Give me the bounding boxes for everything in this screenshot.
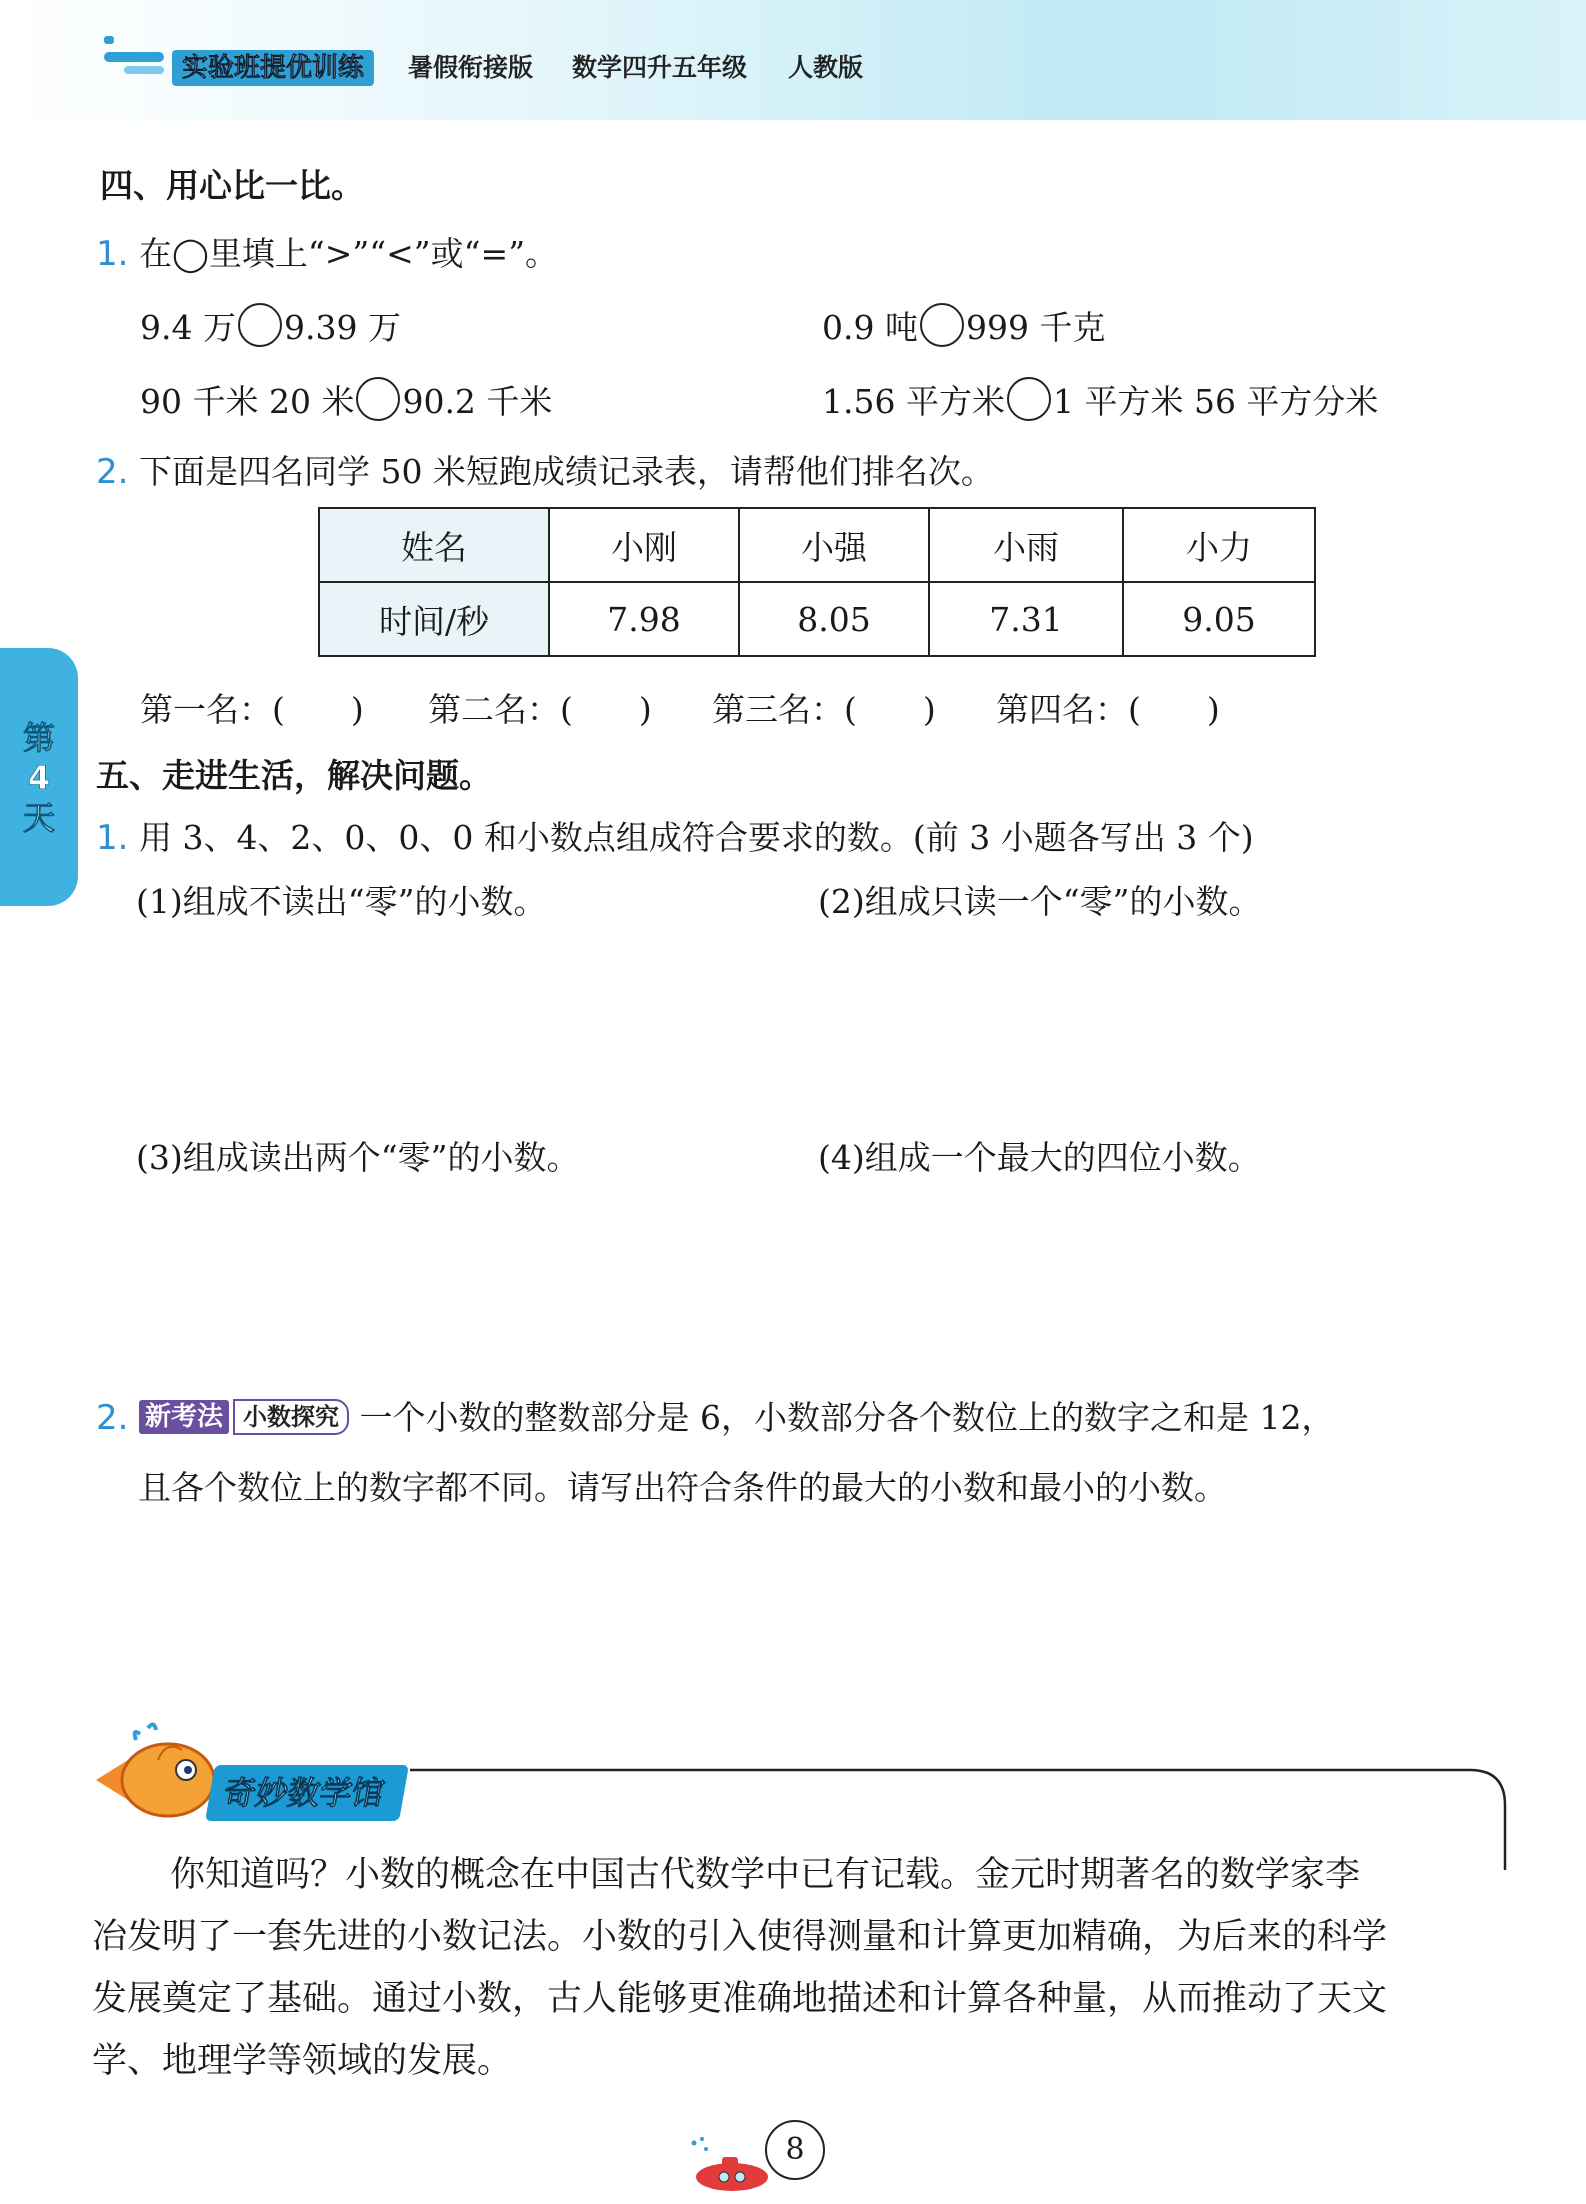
s4-q2-number: 2. [96,452,129,492]
wonder-line-3: 发展奠定了基础。通过小数，古人能够更准确地描述和计算各种量，从而推动了天文 [92,1979,1388,2019]
compare-item-4 [822,376,1378,423]
s4-q2-text: 下面是四名同学 50 米短跑成绩记录表，请帮他们排名次。 [138,452,994,491]
s5-q1-part4: (4)组成一个最大的四位小数。 [818,1138,1261,1177]
s4-q1-text: 在◯里填上“>”“<”或“=”。 [138,234,559,273]
compare-item-3 [140,376,552,423]
logo-mark-icon [100,28,170,80]
header-edition: 暑假衔接版 [408,53,534,82]
day-label: 第4天 [22,719,55,837]
s5-q1-part3: (3)组成读出两个“零”的小数。 [136,1138,580,1177]
answer-circle[interactable] [238,303,282,347]
table-header-cell: 小刚 [549,508,739,582]
s4-q2 [96,446,994,493]
s5-q2-line1: 一个小数的整数部分是 6，小数部分各个数位上的数字之和是 12， [359,1398,1335,1437]
table-cell: 8.05 [739,582,929,656]
table-header-cell: 小强 [739,508,929,582]
rank-second[interactable]: 第二名：( ) [428,690,652,729]
score-table [318,507,1316,657]
table-cell: 9.05 [1123,582,1315,656]
table-header-cell: 小雨 [929,508,1123,582]
rank-fourth[interactable]: 第四名：( ) [996,690,1220,729]
wonder-line-2: 冶发明了一套先进的小数记法。小数的引入使得测量和计算更加精确，为后来的科学 [92,1917,1388,1957]
compare-right: 9.39 万 [283,308,401,347]
wonder-line-1: 你知道吗？小数的概念在中国古代数学中已有记载。金元时期著名的数学家李 [170,1855,1361,1895]
table-cell: 7.98 [549,582,739,656]
table-header-row [319,508,1315,582]
topic-badge: 小数探究 [233,1399,349,1435]
rank-first[interactable]: 第一名：( ) [140,690,364,729]
s5-q1 [96,812,1254,859]
wonder-line-4: 学、地理学等领域的发展。 [92,2041,513,2081]
wonder-title: 奇妙数学馆 [205,1765,409,1821]
s5-q1-part1: (1)组成不读出“零”的小数。 [136,882,547,921]
table-cell: 时间/秒 [319,582,549,656]
compare-left: 9.4 万 [140,308,236,347]
s5-q1-number: 1. [96,818,129,858]
new-method-badge: 新考法 [139,1400,229,1434]
answer-circle[interactable] [356,377,400,421]
s4-q1 [96,228,558,275]
s5-q2-number: 2. [96,1398,129,1438]
s5-q2 [96,1392,1334,1439]
day-side-tab [0,648,78,906]
compare-right: 999 千克 [965,308,1106,347]
table-header-cell: 小力 [1123,508,1315,582]
section5-title: 五、走进生活，解决问题。 [96,756,492,795]
page-number: 8 [765,2120,825,2180]
answer-circle[interactable] [920,303,964,347]
rank-third[interactable]: 第三名：( ) [712,690,936,729]
compare-left: 0.9 吨 [822,308,918,347]
table-row [319,582,1315,656]
compare-left: 90 千米 20 米 [140,382,355,421]
compare-item-1 [140,302,401,349]
header-brand: 实验班提优训练 [172,50,374,86]
compare-right: 1 平方米 56 平方分米 [1052,382,1379,421]
header-subject: 数学四升五年级 [572,53,748,82]
section4-title: 四、用心比一比。 [100,166,364,205]
header-publisher: 人教版 [788,53,864,82]
answer-circle[interactable] [1007,377,1051,421]
s5-q1-text: 用 3、4、2、0、0、0 和小数点组成符合要求的数。(前 3 小题各写出 3 个) [138,818,1254,857]
s4-q1-number: 1. [96,234,129,274]
table-header-cell: 姓名 [319,508,549,582]
compare-right: 90.2 千米 [402,382,553,421]
s5-q1-part2: (2)组成只读一个“零”的小数。 [818,882,1262,921]
s5-q2-line2: 且各个数位上的数字都不同。请写出符合条件的最大的小数和最小的小数。 [138,1468,1227,1507]
table-cell: 7.31 [929,582,1123,656]
compare-left: 1.56 平方米 [822,382,1005,421]
compare-item-2 [822,302,1105,349]
